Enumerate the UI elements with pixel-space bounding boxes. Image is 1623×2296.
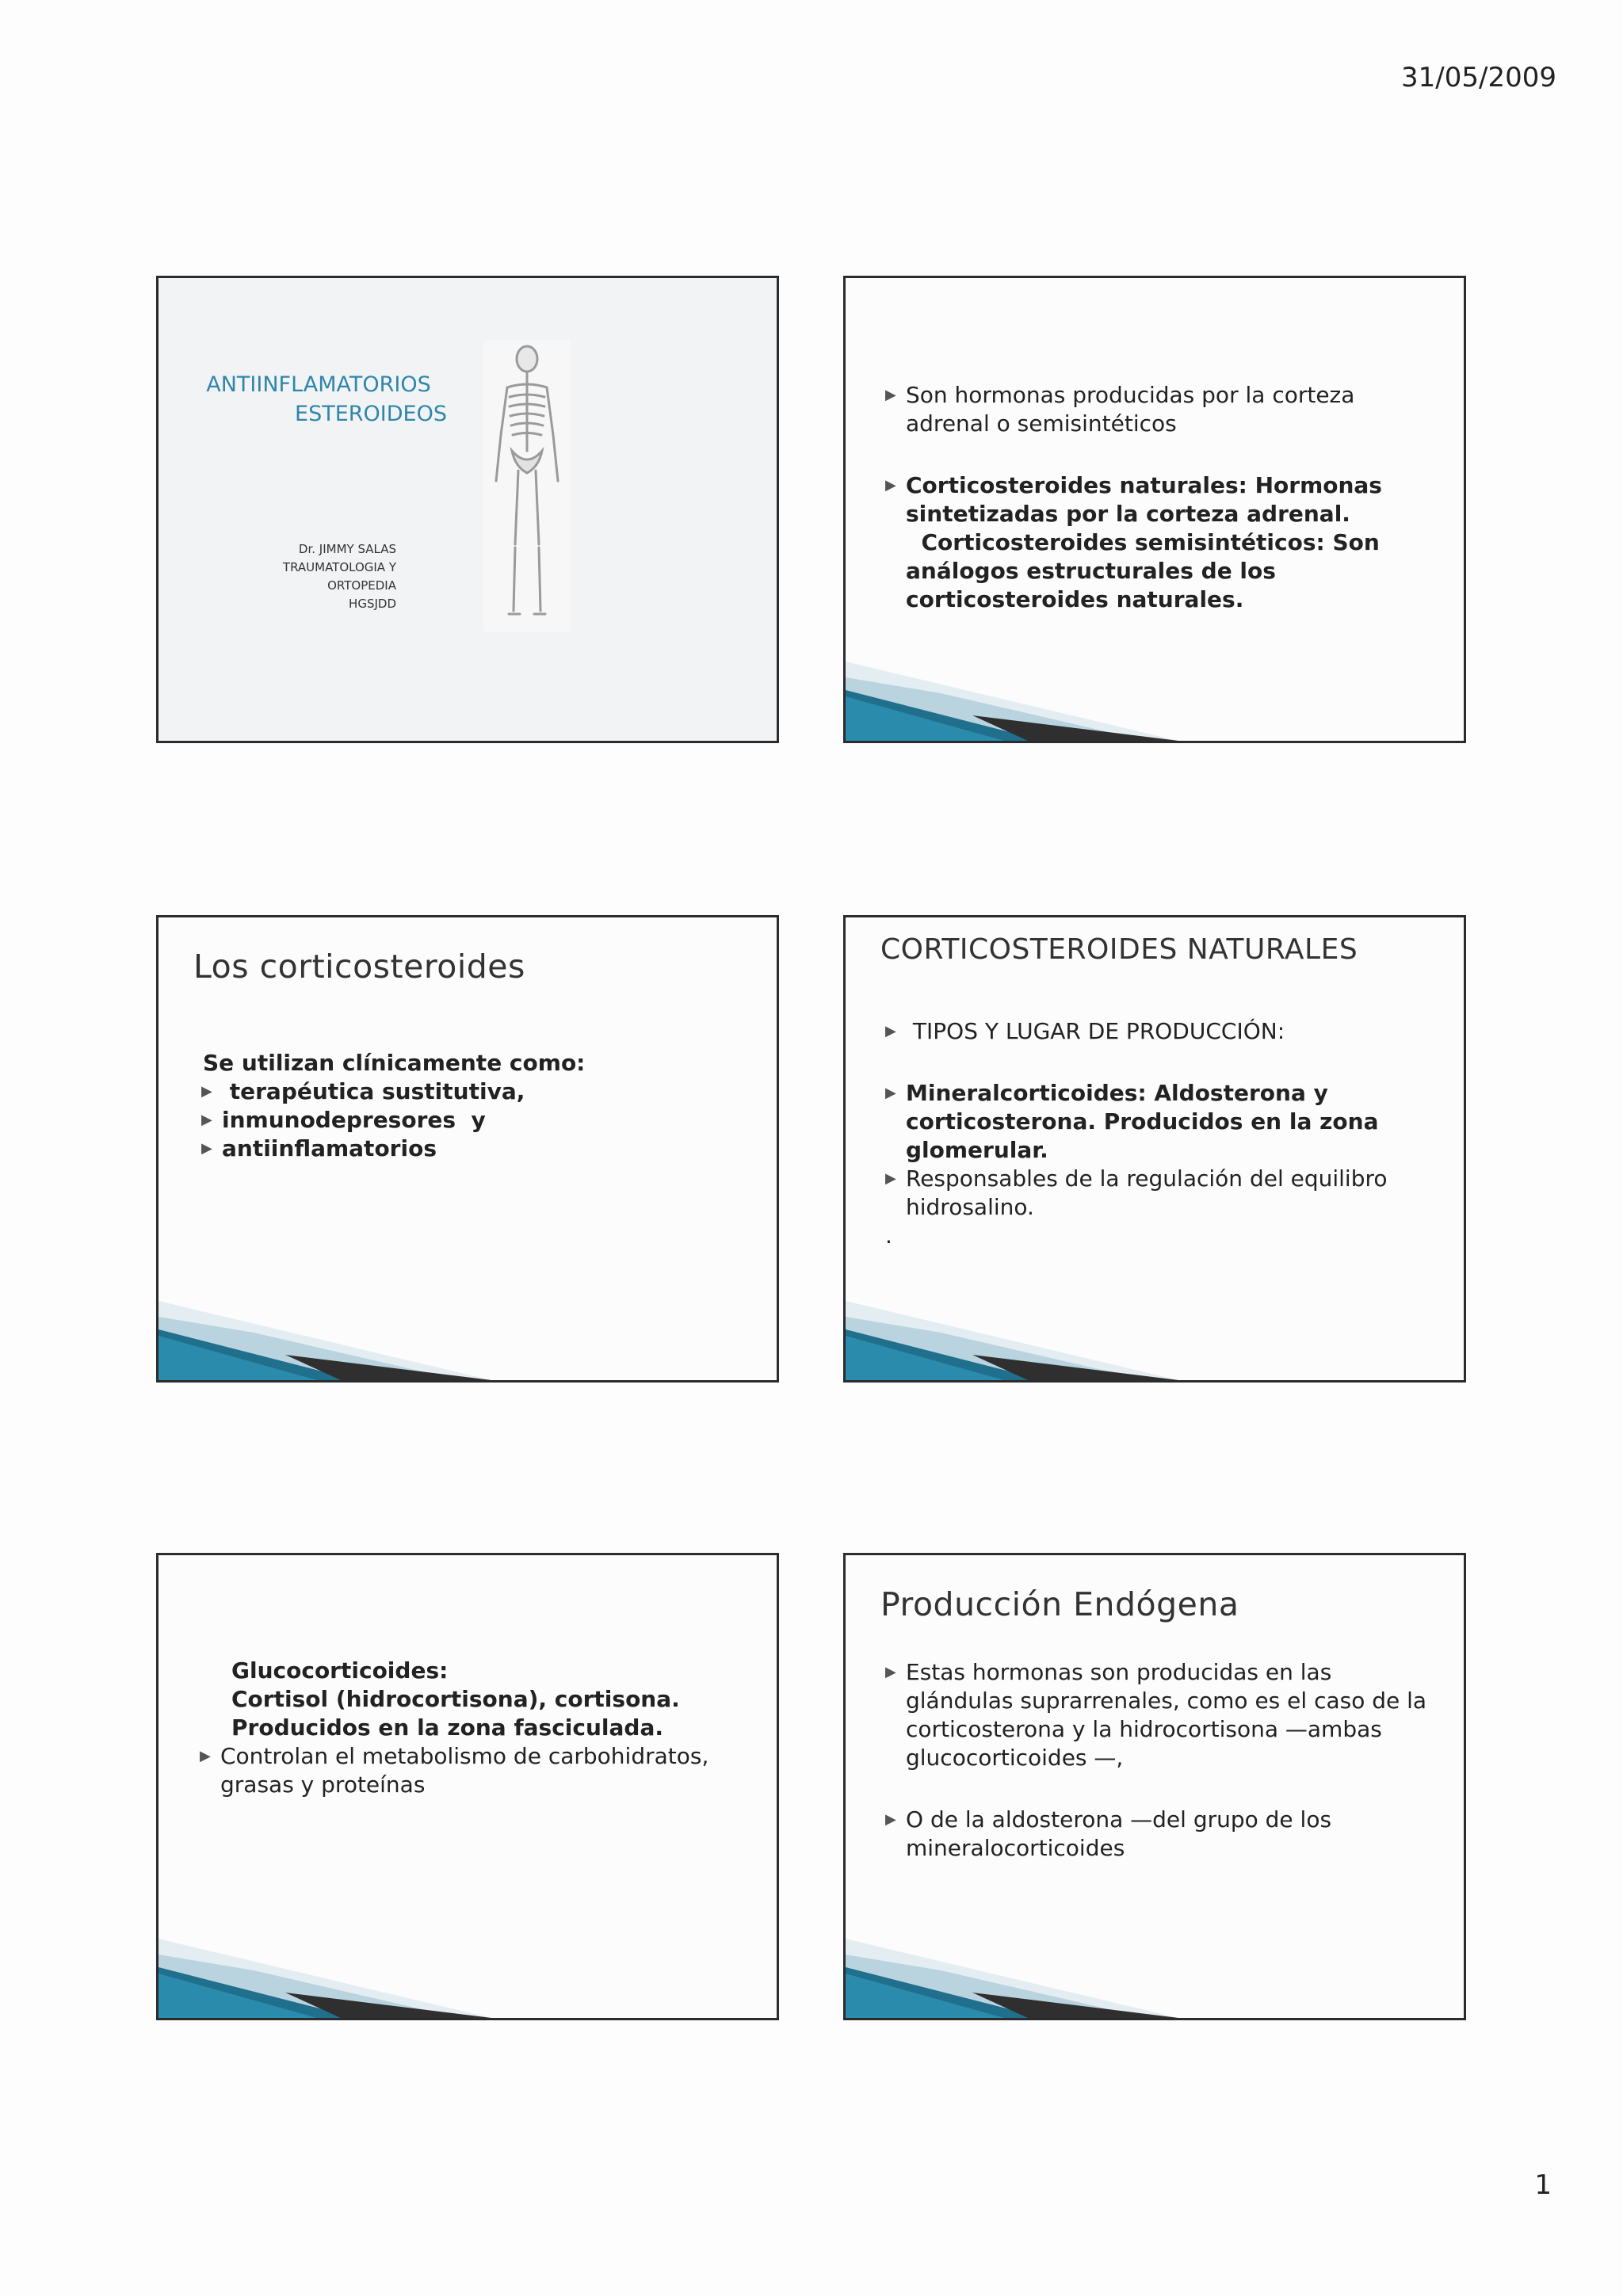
bullet-text: TIPOS Y LUGAR DE PRODUCCIÓN: xyxy=(906,1018,1285,1044)
bullet-arrow-icon: ▶ xyxy=(885,1170,896,1187)
page-number: 1 xyxy=(1534,2169,1552,2201)
bullet-text: Controlan el metabolismo de carbohidratos, grasas y proteínas xyxy=(220,1743,709,1798)
bullet-text: O de la aldosterona —del grupo de los mineralocorticoides xyxy=(906,1806,1332,1861)
text-line: Glucocorticoides: xyxy=(231,1657,449,1684)
bullet-arrow-icon: ▶ xyxy=(201,1083,212,1100)
bullet-arrow-icon: ▶ xyxy=(201,1140,212,1157)
page-date: 31/05/2009 xyxy=(1401,62,1556,93)
bullet-item xyxy=(884,381,1432,438)
bullet-arrow-icon: ▶ xyxy=(200,1748,211,1764)
bullet-text: Son hormonas producidas por la corteza adrenal o semisintéticos xyxy=(906,382,1355,437)
slide-title: CORTICOSTEROIDES NATURALES xyxy=(880,933,1358,966)
bullet-text: Corticosteroides naturales: Hormonas sintetizadas por la corteza adrenal. xyxy=(906,472,1382,527)
slide-1 xyxy=(156,276,779,743)
text-line: Producidos en la zona fasciculada. xyxy=(231,1714,663,1741)
bullet-text: antiinflamatorios xyxy=(222,1135,437,1161)
bullet-item xyxy=(200,1077,745,1106)
bullet-item xyxy=(884,471,1432,528)
slide-ribbon xyxy=(158,1301,491,1380)
slide-5 xyxy=(156,1553,779,2020)
bullet-arrow-icon: ▶ xyxy=(885,1085,896,1101)
bullet-continuation: Corticosteroides semisintéticos: Son análogos estructurales de los corticosteroides naturales. xyxy=(906,529,1388,612)
bullet-list xyxy=(884,381,1432,614)
bullet-arrow-icon: ▶ xyxy=(885,1811,896,1828)
bullet-list xyxy=(884,1017,1432,1250)
slide-6 xyxy=(843,1553,1466,2020)
author-line: Dr. JIMMY SALAS xyxy=(298,542,396,556)
slide-title: Los corticosteroides xyxy=(193,948,525,986)
bullet-item xyxy=(884,1806,1432,1863)
bullet-item xyxy=(200,1135,745,1163)
bullet-text: terapéutica sustitutiva, xyxy=(222,1078,525,1104)
slide-title: Producción Endógena xyxy=(880,1585,1239,1623)
slide-ribbon xyxy=(846,662,1178,741)
slide-4 xyxy=(843,915,1466,1383)
slide-ribbon xyxy=(158,1939,491,2018)
bullet-text: Responsables de la regulación del equilibro hidrosalino. xyxy=(906,1165,1388,1220)
author-line: HGSJDD xyxy=(349,597,396,611)
intro-text: Se utilizan clínicamente como: xyxy=(203,1050,586,1076)
title-line: ESTEROIDEOS xyxy=(295,402,447,426)
bullet-item xyxy=(198,1742,745,1799)
skeleton-image xyxy=(483,340,571,631)
stray-text: . xyxy=(885,1222,892,1249)
slide-ribbon xyxy=(846,1939,1178,2018)
bullet-item xyxy=(884,1658,1432,1772)
slide-ribbon xyxy=(846,1301,1178,1380)
bullet-arrow-icon: ▶ xyxy=(885,1664,896,1680)
slide-3 xyxy=(156,915,779,1383)
author-line: ORTOPEDIA xyxy=(327,578,396,593)
bullet-text: Estas hormonas son producidas en las glándulas suprarrenales, como es el caso de la corticosterona y la hidrocortisona —ambas glucocorticoides —, xyxy=(906,1659,1427,1771)
bullet-text: Mineralcorticoides: Aldosterona y corticosterona. Producidos en la zona glomerular. xyxy=(906,1080,1379,1163)
title-line: ANTIINFLAMATORIOS xyxy=(206,372,431,397)
bullet-item xyxy=(884,1017,1432,1046)
bullet-arrow-icon: ▶ xyxy=(885,1023,896,1039)
bullet-arrow-icon: ▶ xyxy=(885,387,896,403)
bullet-list xyxy=(200,1049,745,1163)
bullet-item xyxy=(884,1165,1432,1222)
bullet-arrow-icon: ▶ xyxy=(885,477,896,494)
bullet-list xyxy=(884,1658,1432,1863)
bullet-text: inmunodepresores y xyxy=(222,1107,486,1133)
author-line: TRAUMATOLOGIA Y xyxy=(282,560,396,574)
text-line: Cortisol (hidrocortisona), cortisona. xyxy=(231,1686,680,1712)
bullet-item xyxy=(200,1106,745,1135)
bullet-arrow-icon: ▶ xyxy=(201,1112,212,1128)
bullet-list xyxy=(198,1657,745,1799)
author-block xyxy=(222,540,396,613)
slide-2 xyxy=(843,276,1466,743)
bullet-item xyxy=(884,1079,1432,1165)
slide-title xyxy=(190,370,447,429)
